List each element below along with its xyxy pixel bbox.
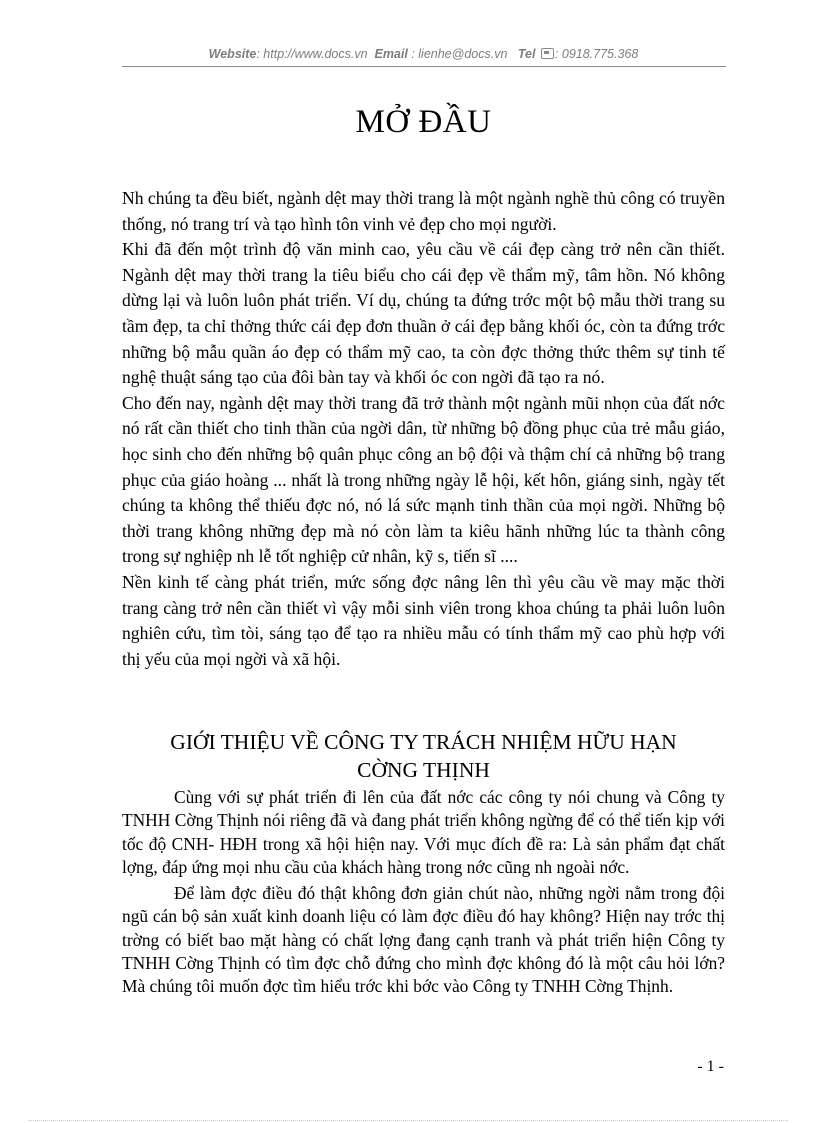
intro-paragraph: Khi đã đến một trình độ văn minh cao, yêu cầu về cái đẹp càng trở nên cần thiết. Ngành dệt may thời trang la tiêu biểu cho cái đẹp về thẩm mỹ, tâm hồn. Nó không dừng lại và luôn luôn phát triển. Ví dụ, chúng ta đứng trớc một bộ mẫu thời trang su tầm đẹp, ta chỉ thởng thức cái đẹp đơn thuần ở cái đẹp bằng khối óc, còn ta đứng trớc những bộ mẫu quần áo đẹp có thẩm mỹ cao, ta còn đợc thởng thức thêm sự tinh tế nghệ thuật sáng tạo của đôi bàn tay và khối óc con ngời đã tạo ra nó. (122, 239, 725, 388)
header-divider (122, 66, 726, 67)
page-number: - 1 - (697, 1058, 724, 1075)
section-heading-line: GIỚI THIỆU VỀ CÔNG TY TRÁCH NHIỆM HỮU HẠN (170, 730, 677, 754)
tel-label: Tel (517, 47, 536, 61)
website-label: Website (208, 47, 257, 61)
email-link[interactable]: : lienhe@docs.vn (411, 47, 508, 61)
intro-paragraph: Cho đến nay, ngành dệt may thời trang đã trở thành một ngành mũi nhọn của đất nớc nó rất cần thiết cho tinh thần của ngời dân, từ những bộ đồng phục của trẻ mẫu giáo, học sinh cho đến những bộ quân phục công an bộ đội và thậm chí cả những bộ trang phục của giáo hoàng ... nhất là trong những ngày lễ hội, kết hôn, giáng sinh, ngày tết chúng ta không thể thiếu đợc nó, nó lá sức mạnh tinh thần của mọi ngời. Những bộ thời trang không những đẹp mà nó còn làm ta kiêu hãnh những lúc ta thành công trong sự nghiệp nh lễ tốt nghiệp cử nhân, kỹ s, tiến sĩ .... (122, 392, 725, 567)
footer-divider (28, 1120, 788, 1121)
section-heading-line: CỜNG THỊNH (357, 758, 490, 782)
company-paragraph: Để làm đợc điều đó thật không đơn giản chút nào, những ngời nằm trong đội ngũ cán bộ sản xuất kinh doanh liệu có làm đợc điều đó hay không? Hiện nay trớc thị trờng có biết bao mặt hàng có chất lợng đang cạnh tranh và phát triển hiện Công ty TNHH Cờng Thịnh có tìm đợc chỗ đứng cho mình đợc không đó là một câu hỏi lớn? Mà chúng tôi muốn đợc tìm hiểu trớc khi bớc vào Công ty TNHH Cờng Thịnh. (122, 883, 725, 997)
section-heading (122, 728, 725, 784)
company-paragraph: Cùng với sự phát triển đi lên của đất nớc các công ty nói chung và Công ty TNHH Cờng Thịnh nói riêng đã và đang phát triển không ngừng để có thể tiến kịp với tốc độ CNH- HĐH trong xã hội hiện nay. Với mục đích đề ra: Là sản phẩm đạt chất lợng, đáp ứng mọi nhu cầu của khách hàng trong nớc cũng nh ngoài nớc. (122, 787, 725, 877)
website-link[interactable]: : http://www.docs.vn (256, 47, 368, 61)
email-label: Email (374, 47, 408, 61)
intro-paragraph: Nền kinh tế càng phát triển, mức sống đợc nâng lên thì yêu cầu về may mặc thời trang càng trở nên cần thiết vì vậy mỗi sinh viên trong khoa chúng ta phải luôn luôn nghiên cứu, tìm tòi, sáng tạo để tạo ra nhiều mẫu có tính thẩm mỹ cao phù hợp với thị yếu của mọi ngời và xã hội. (122, 571, 725, 669)
intro-section (122, 186, 725, 672)
tel-value: : 0918.775.368 (554, 47, 639, 61)
intro-paragraph: Nh chúng ta đều biết, ngành dệt may thời trang là một ngành nghề thủ công có truyền thống, nó trang trí và tạo hình tôn vinh vẻ đẹp cho mọi người. (122, 188, 725, 234)
phone-icon (541, 48, 554, 59)
page-title: MỞ ĐẦU (355, 104, 492, 140)
company-section (122, 786, 725, 999)
